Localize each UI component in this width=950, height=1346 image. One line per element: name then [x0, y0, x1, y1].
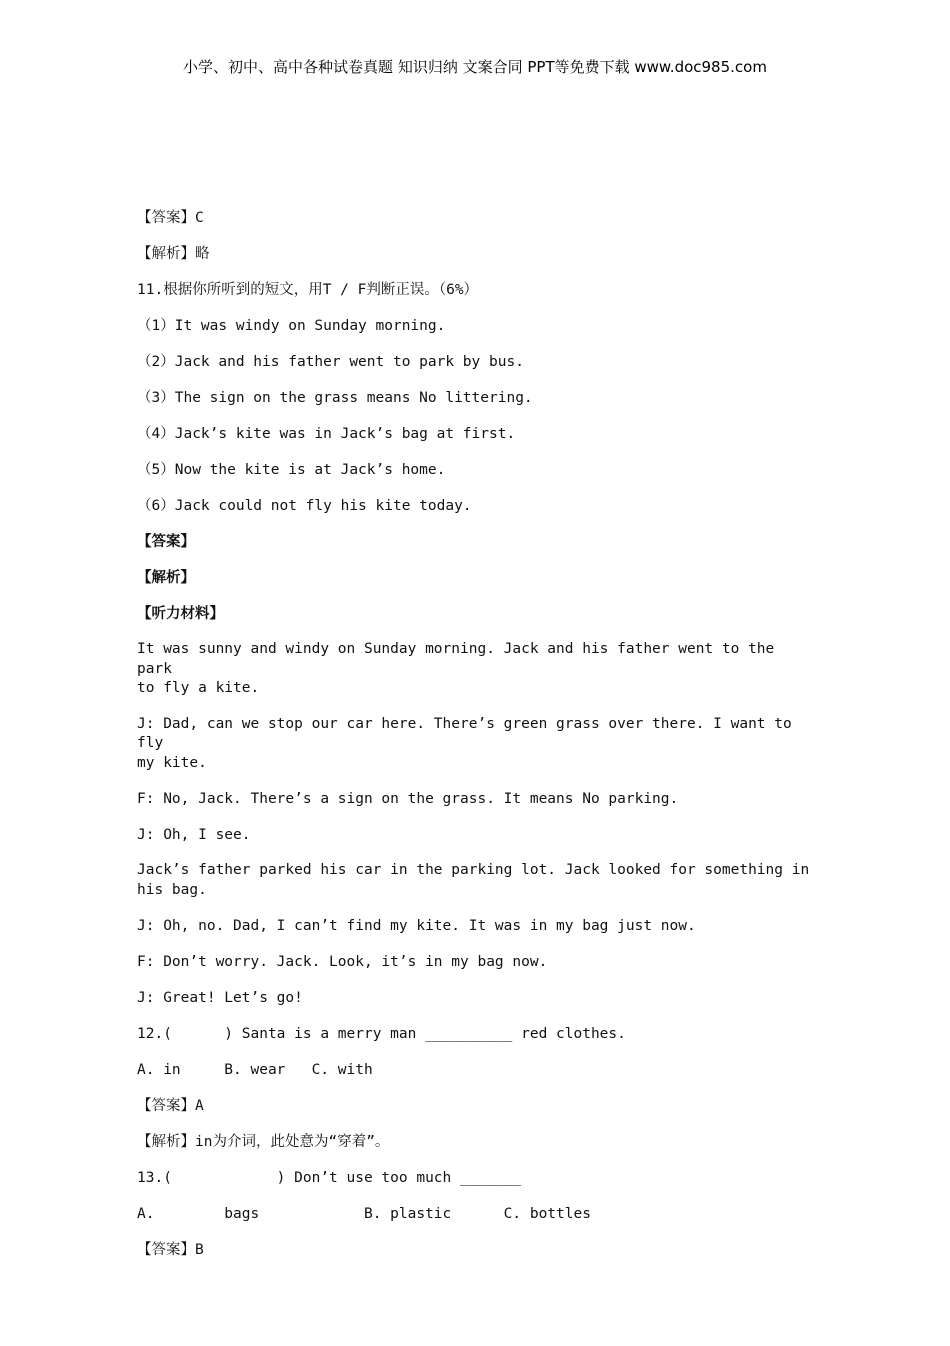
analysis-10: 【解析】略	[137, 246, 210, 262]
document-body	[137, 208, 817, 1260]
listening-paragraph-7: F: Don’t worry. Jack. Look, it’s in my bag now.	[137, 954, 548, 970]
question-11-title: 11.根据你所听到的短文，用T / F判断正误。（6%）	[137, 282, 479, 298]
page-header: 小学、初中、高中各种试卷真题 知识归纳 文案合同 PPT等免费下载 www.doc985.com	[183, 58, 767, 76]
answer-11: 【答案】	[137, 534, 195, 550]
q11-item-2: （2）Jack and his father went to park by bus.	[137, 354, 524, 370]
question-13: 13.( ) Don’t use too much _______	[137, 1170, 522, 1186]
listening-paragraph-6: J: Oh, no. Dad, I can’t find my kite. It was in my bag just now.	[137, 918, 696, 934]
listening-paragraph-8: J: Great! Let’s go!	[137, 990, 303, 1006]
listening-material-heading: 【听力材料】	[137, 606, 224, 622]
question-13-options: A. bags B. plastic C. bottles	[137, 1206, 591, 1222]
q11-item-1: （1）It was windy on Sunday morning.	[137, 318, 446, 334]
listening-paragraph-3: F: No, Jack. There’s a sign on the grass. It means No parking.	[137, 791, 679, 807]
listening-paragraph-1: It was sunny and windy on Sunday morning. Jack and his father went to the park to fly a kite.	[137, 641, 775, 696]
answer-12: 【答案】A	[137, 1098, 204, 1114]
analysis-12: 【解析】in为介词，此处意为“穿着”。	[137, 1134, 390, 1150]
q11-item-3: （3）The sign on the grass means No littering.	[137, 390, 533, 406]
answer-13: 【答案】B	[137, 1242, 204, 1258]
listening-paragraph-2: J: Dad, can we stop our car here. There’s green grass over there. I want to fly my kite.	[137, 715, 792, 771]
q11-item-4: （4）Jack’s kite was in Jack’s bag at first.	[137, 426, 516, 442]
question-12: 12.( ) Santa is a merry man __________ red clothes.	[137, 1026, 626, 1042]
analysis-11: 【解析】	[137, 570, 195, 586]
answer-10: 【答案】C	[137, 210, 204, 226]
question-12-options: A. in B. wear C. with	[137, 1062, 373, 1078]
q11-item-6: （6）Jack could not fly his kite today.	[137, 498, 472, 514]
listening-paragraph-5: Jack’s father parked his car in the parking lot. Jack looked for something in his bag.	[137, 862, 810, 898]
listening-paragraph-4: J: Oh, I see.	[137, 827, 251, 843]
q11-item-5: （5）Now the kite is at Jack’s home.	[137, 462, 446, 478]
